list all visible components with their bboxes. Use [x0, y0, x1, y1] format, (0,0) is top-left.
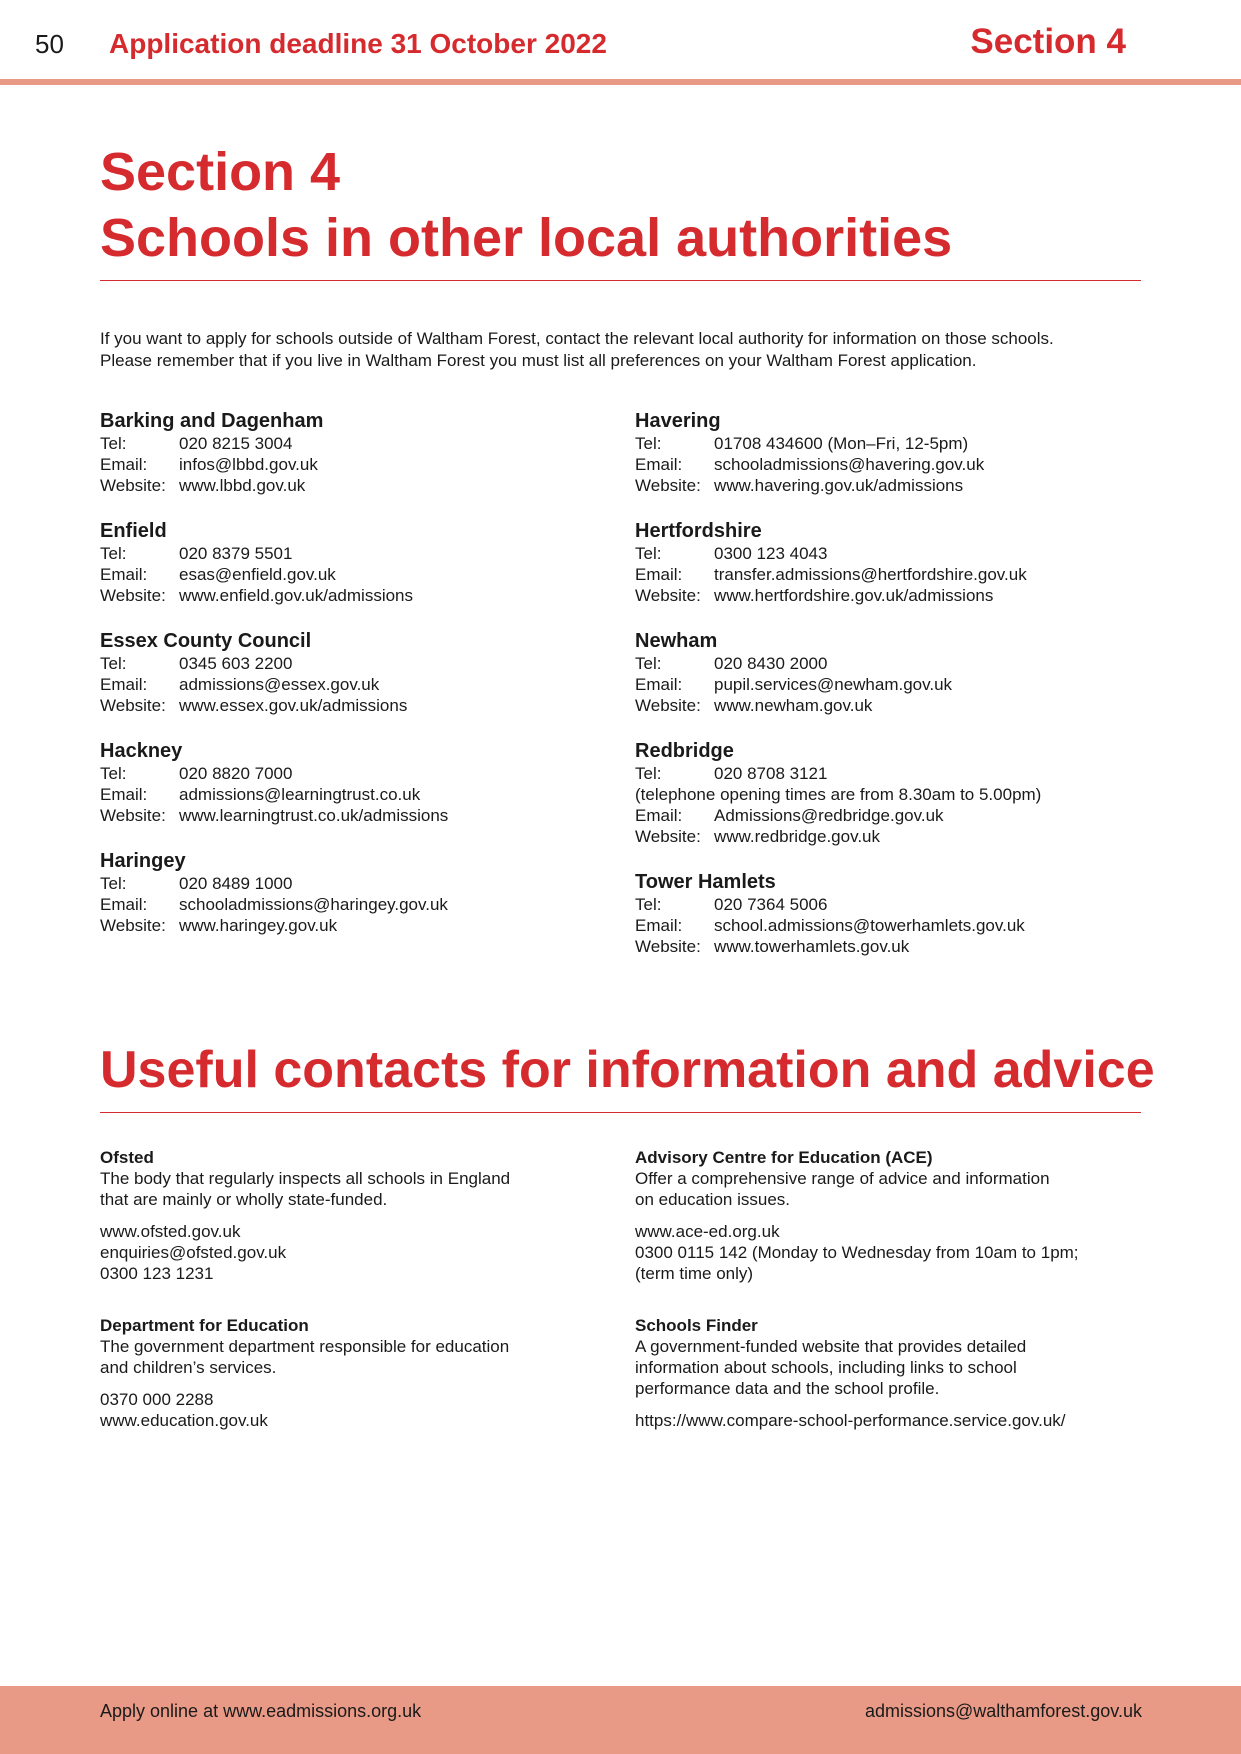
- tel-label: Tel:: [635, 895, 662, 914]
- website-label: Website:: [100, 476, 166, 495]
- website-label: Website:: [635, 827, 701, 846]
- phone-note: (term time only): [635, 1264, 754, 1283]
- authority-haringey: [100, 849, 448, 936]
- authority-name: Hackney: [100, 740, 183, 762]
- phone-number: 0370 000 2288: [100, 1390, 214, 1409]
- intro-paragraph: [100, 328, 1160, 372]
- email-label: Email:: [635, 675, 683, 694]
- footer-apply-online-link[interactable]: Apply online at www.eadmissions.org.uk: [100, 1701, 422, 1721]
- opening-times-note: (telephone opening times are from 8.30am to 5.00pm): [635, 785, 1042, 804]
- website-link[interactable]: www.ace-ed.org.uk: [635, 1222, 780, 1241]
- authority-name: Tower Hamlets: [635, 871, 776, 893]
- authority-name: Barking and Dagenham: [100, 410, 324, 432]
- email-link[interactable]: transfer.admissions@hertfordshire.gov.uk: [714, 565, 1027, 584]
- header-rule: [0, 79, 1241, 85]
- phone-number: 0300 0115 142 (Monday to Wednesday from 10am to 1pm;: [635, 1243, 1079, 1262]
- website-link[interactable]: www.newham.gov.uk: [714, 696, 873, 715]
- tel-label: Tel:: [635, 434, 662, 453]
- tel-value: 0300 123 4043: [714, 544, 828, 563]
- website-link[interactable]: www.ofsted.gov.uk: [100, 1222, 241, 1241]
- website-link[interactable]: www.hertfordshire.gov.uk/admissions: [714, 586, 994, 605]
- tel-value: 020 8708 3121: [714, 764, 828, 783]
- tel-value: 020 8215 3004: [179, 434, 293, 453]
- website-link[interactable]: www.havering.gov.uk/admissions: [714, 476, 964, 495]
- authority-name: Essex County Council: [100, 630, 312, 652]
- contact-schools-finder: [635, 1315, 1115, 1431]
- email-link[interactable]: schooladmissions@haringey.gov.uk: [179, 895, 448, 914]
- website-label: Website:: [100, 806, 166, 825]
- contact-name: Advisory Centre for Education (ACE): [635, 1148, 933, 1167]
- useful-contacts-divider: [100, 1112, 1141, 1113]
- email-label: Email:: [635, 806, 683, 825]
- contact-ofsted: [100, 1147, 580, 1284]
- tel-value: 020 8379 5501: [179, 544, 293, 563]
- authority-havering: [635, 409, 984, 496]
- authority-enfield: [100, 519, 413, 606]
- application-deadline: Application deadline 31 October 2022: [109, 28, 607, 59]
- website-link[interactable]: www.enfield.gov.uk/admissions: [179, 586, 414, 605]
- contact-ace: [635, 1147, 1115, 1284]
- website-link[interactable]: www.essex.gov.uk/admissions: [179, 696, 408, 715]
- authority-hertfordshire: [635, 519, 1027, 606]
- website-link[interactable]: www.haringey.gov.uk: [179, 916, 338, 935]
- authority-name: Enfield: [100, 520, 167, 542]
- email-label: Email:: [100, 455, 148, 474]
- contact-name: Ofsted: [100, 1148, 154, 1167]
- contact-description: on education issues.: [635, 1190, 790, 1209]
- authority-newham: [635, 629, 952, 716]
- header-section-label: Section 4: [970, 22, 1126, 61]
- email-label: Email:: [100, 895, 148, 914]
- tel-label: Tel:: [100, 654, 127, 673]
- email-link[interactable]: admissions@learningtrust.co.uk: [179, 785, 421, 804]
- authority-name: Haringey: [100, 850, 186, 872]
- email-link[interactable]: esas@enfield.gov.uk: [179, 565, 336, 584]
- website-label: Website:: [100, 586, 166, 605]
- authority-barking-dagenham: [100, 409, 323, 496]
- website-label: Website:: [635, 476, 701, 495]
- tel-label: Tel:: [100, 434, 127, 453]
- authority-hackney: [100, 739, 448, 826]
- email-label: Email:: [635, 916, 683, 935]
- website-link[interactable]: www.education.gov.uk: [100, 1411, 268, 1430]
- footer-email-link[interactable]: admissions@walthamforest.gov.uk: [864, 1701, 1142, 1721]
- tel-value: 020 8489 1000: [179, 874, 293, 893]
- page-number: 50: [35, 29, 64, 59]
- contact-description: performance data and the school profile.: [635, 1379, 940, 1398]
- intro-line: Please remember that if you live in Waltham Forest you must list all preferences on your Waltham Forest application.: [100, 351, 977, 370]
- email-link[interactable]: Admissions@redbridge.gov.uk: [714, 806, 944, 825]
- authority-essex: [100, 629, 407, 716]
- tel-value: 020 8430 2000: [714, 654, 828, 673]
- page-title: Schools in other local authorities: [100, 208, 953, 268]
- contact-description: Offer a comprehensive range of advice and information: [635, 1169, 1050, 1188]
- authority-name: Redbridge: [635, 740, 734, 762]
- tel-label: Tel:: [635, 654, 662, 673]
- contact-description: and children’s services.: [100, 1358, 277, 1377]
- website-label: Website:: [100, 696, 166, 715]
- contact-description: that are mainly or wholly state-funded.: [100, 1190, 388, 1209]
- contact-description: The government department responsible for education: [100, 1337, 510, 1356]
- contact-description: information about schools, including links to school: [635, 1358, 1017, 1377]
- email-label: Email:: [635, 455, 683, 474]
- contact-name: Department for Education: [100, 1316, 309, 1335]
- phone-number: 0300 123 1231: [100, 1264, 214, 1283]
- email-link[interactable]: enquiries@ofsted.gov.uk: [100, 1243, 287, 1262]
- email-link[interactable]: admissions@essex.gov.uk: [179, 675, 380, 694]
- website-link[interactable]: www.lbbd.gov.uk: [179, 476, 306, 495]
- authority-redbridge: [635, 739, 1041, 847]
- tel-label: Tel:: [635, 764, 662, 783]
- website-label: Website:: [635, 586, 701, 605]
- title-divider: [100, 280, 1141, 281]
- email-link[interactable]: school.admissions@towerhamlets.gov.uk: [714, 916, 1025, 935]
- email-label: Email:: [635, 565, 683, 584]
- email-link[interactable]: schooladmissions@havering.gov.uk: [714, 455, 985, 474]
- website-link[interactable]: www.learningtrust.co.uk/admissions: [179, 806, 449, 825]
- contact-name: Schools Finder: [635, 1316, 758, 1335]
- section-heading: Section 4: [100, 142, 341, 202]
- website-label: Website:: [635, 937, 701, 956]
- useful-contacts-heading: Useful contacts for information and advice: [100, 1041, 1155, 1099]
- email-link[interactable]: infos@lbbd.gov.uk: [179, 455, 318, 474]
- contact-department-for-education: [100, 1315, 580, 1431]
- email-label: Email:: [100, 565, 148, 584]
- tel-value: 01708 434600 (Mon–Fri, 12-5pm): [714, 434, 969, 453]
- email-label: Email:: [100, 675, 148, 694]
- tel-label: Tel:: [100, 544, 127, 563]
- contact-description: The body that regularly inspects all schools in England: [100, 1169, 511, 1188]
- email-link[interactable]: pupil.services@newham.gov.uk: [714, 675, 953, 694]
- website-label: Website:: [635, 696, 701, 715]
- website-link[interactable]: https://www.compare-school-performance.service.gov.uk/: [635, 1411, 1066, 1430]
- email-label: Email:: [100, 785, 148, 804]
- tel-value: 020 7364 5006: [714, 895, 828, 914]
- tel-label: Tel:: [100, 764, 127, 783]
- contact-description: A government-funded website that provides detailed: [635, 1337, 1027, 1356]
- intro-line: If you want to apply for schools outside of Waltham Forest, contact the relevant local authority for information on those schools.: [100, 329, 1054, 348]
- tel-label: Tel:: [635, 544, 662, 563]
- website-label: Website:: [100, 916, 166, 935]
- tel-value: 0345 603 2200: [179, 654, 293, 673]
- tel-value: 020 8820 7000: [179, 764, 293, 783]
- authority-tower-hamlets: [635, 870, 1025, 957]
- website-link[interactable]: www.towerhamlets.gov.uk: [714, 937, 910, 956]
- authority-name: Hertfordshire: [635, 520, 762, 542]
- tel-label: Tel:: [100, 874, 127, 893]
- authority-name: Havering: [635, 410, 721, 432]
- authority-name: Newham: [635, 630, 718, 652]
- website-link[interactable]: www.redbridge.gov.uk: [714, 827, 880, 846]
